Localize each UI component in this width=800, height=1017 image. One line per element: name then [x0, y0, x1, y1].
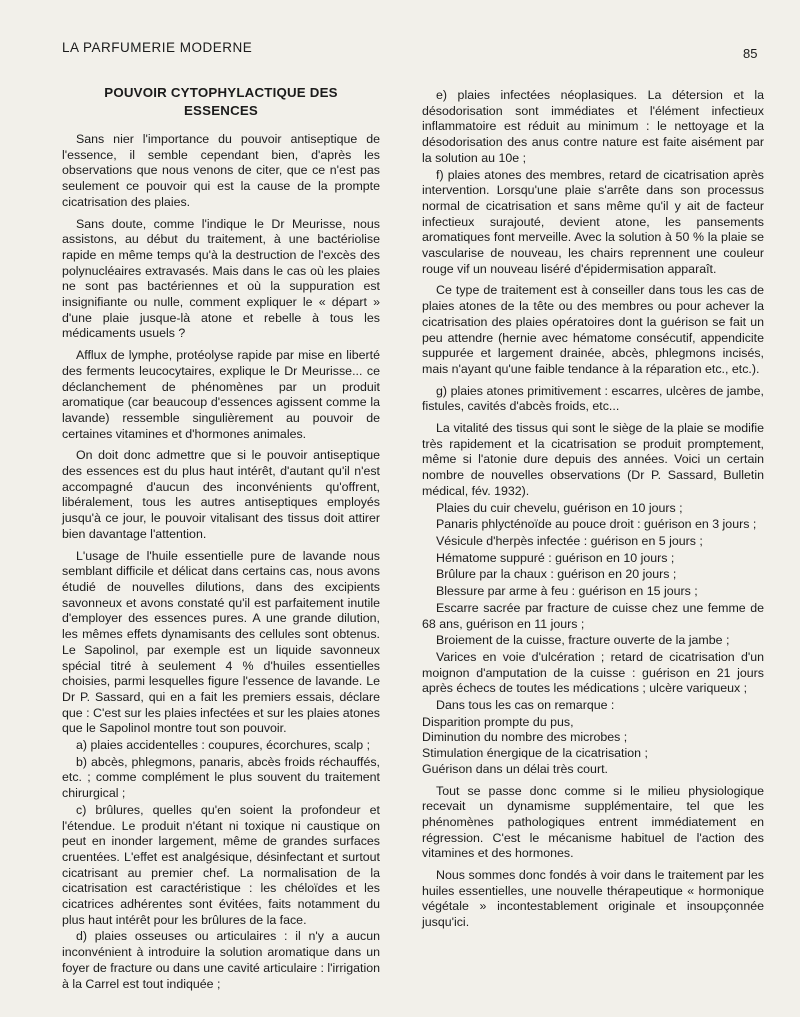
paragraph: Ce type de traitement est à conseiller dans tous les cas de plaies atones de la tête ou des membres ou pour achever la cicatrisation des plaies opératoires dont la guérison se fait un peu attendre (hernie avec hématome consécutif, appendicite suppurée et largement drainée, abcès, phlegmons incisés, mais n'ayant qu'une faible tendance à la réparation etc., etc.).	[422, 283, 764, 376]
observation-item: Broiement de la cuisse, fracture ouverte de la jambe ;	[436, 633, 730, 648]
remark-item: Diminution du nombre des microbes ;	[422, 730, 628, 745]
observation-item: Escarre sacrée par fracture de cuisse chez une femme de 68 ans, guérison en 11 jours ;	[422, 600, 764, 631]
list-item: e) plaies infectées néoplasiques. La détersion et la désodorisation sont immédiates et l'élément infectieux inflammatoire est réduit au minimum : le nettoyage et la désodorisation des anus contre nature est faite aisément par la solution au 10e ;	[422, 88, 764, 165]
page-number: 85	[743, 46, 758, 61]
paragraph: L'usage de l'huile essentielle pure de lavande nous semblant difficile et délicat dans certains cas, nous avons étudié de nouvelles dilutions, dans des excipients savonneux et avons constaté qu'il est parfaitement inutile d'employer des essences pures. A une grande dilution, les mêmes effets dynamisants des cellules sont obtenus. Le Sapolinol, par exemple est un liquide savonneux spécial titré à seulement 4 % d'huiles essentielles choisies, parmi lesquelles figure l'essence de lavande. Le Dr P. Sassard, qui en a fait les premiers essais, déclare que : C'est sur les plaies infectées et sur les plaies atones que le Sapolinol montre tout son pouvoir.	[62, 548, 380, 736]
list-item: c) brûlures, quelles qu'en soient la profondeur et l'étendue. Le produit n'étant ni toxique ni caustique on peut en inonder largement, même de grandes surfaces cruentées. L'effet est analgésique, désinfectant et surtout cicatrisant au premier chef. La normalisation de la cicatrisation est caractéristique : les chéloïdes et les cicatrices adhérentes sont évitées, faits notamment du plus haut intérêt pour les brûlures de la face.	[62, 802, 380, 927]
list-item: a) plaies accidentelles : coupures, écorchures, scalp ;	[76, 738, 371, 753]
paragraph: Sans nier l'importance du pouvoir antiseptique de l'essence, il semble cependant bien, d'après les observations que nous venons de citer, que ce n'est pas seulement ce pouvoir qui est la cause de la prompte cicatrisation des plaies.	[62, 132, 380, 209]
remark-item: Stimulation énergique de la cicatrisation ;	[422, 746, 648, 761]
observation-item: Brûlure par la chaux : guérison en 20 jours ;	[436, 567, 677, 582]
right-column	[422, 88, 764, 937]
paragraph: La vitalité des tissus qui sont le siège de la plaie se modifie très rapidement et la cicatrisation se produit promptement, même si l'atonie dure depuis des années. Voici un certain nombre de nouvelles observations (Dr P. Sassard, Bulletin médical, fév. 1932).	[422, 421, 764, 498]
article-title-line: POUVOIR CYTOPHYLACTIQUE DES	[104, 85, 338, 100]
paragraph: Afflux de lymphe, protéolyse rapide par mise en liberté des ferments leucocytaires, explique le Dr Meurisse... ce déclanchement de phénomènes par un produit aromatique (car beaucoup d'essences agissent comme la lavande) ressemble singulièrement au pouvoir de certaines vitamines et d'hormones animales.	[62, 348, 380, 441]
list-item: b) abcès, phlegmons, panaris, abcès froids réchauffés, etc. ; comme complément le plus souvent du traitement chirurgical ;	[62, 754, 380, 801]
remark-item: Disparition prompte du pus,	[422, 714, 574, 729]
observation-item: Hématome suppuré : guérison en 10 jours ;	[436, 550, 675, 565]
article-title	[62, 84, 380, 120]
left-column	[62, 84, 380, 993]
running-head: LA PARFUMERIE MODERNE	[62, 40, 253, 55]
paragraph: Dans tous les cas on remarque :	[436, 698, 615, 713]
paragraph: On doit donc admettre que si le pouvoir antiseptique des essences est du plus haut intérêt, d'autant qu'il n'est accompagné d'aucun des inconvénients qu'offrent, libéralement, tous les autres antiseptiques employés jusqu'à ce jour, le pouvoir vitalisant des tissus doit attirer bien davantage l'attention.	[62, 448, 380, 541]
list-item: f) plaies atones des membres, retard de cicatrisation après intervention. Lorsqu'une plaie s'arrête dans son processus normal de cicatrisation et sans même qu'il y ait de facteur infectieux surajouté, devient atone, les pansements aromatiques font merveille. Avec la solution à 50 % la plaie se vascularise de nouveau, les chairs reprennent une couleur rouge vif un nouveau liséré d'épidermisation apparaît.	[422, 167, 764, 276]
observation-item: Panaris phlycténoïde au pouce droit : guérison en 3 jours ;	[436, 517, 757, 532]
observation-item: Vésicule d'herpès infectée : guérison en 5 jours ;	[436, 533, 703, 548]
paragraph: Nous sommes donc fondés à voir dans le traitement par les huiles essentielles, une nouvelle thérapeutique « hormonique végétale » incontestablement originale et insoupçonnée jusqu'ici.	[422, 868, 764, 930]
paragraph: Sans doute, comme l'indique le Dr Meurisse, nous assistons, au début du traitement, à une bactériolise rapide en même temps qu'à la destruction de l'excès des polynucléaires extravasés. Mais dans le cas où les plaies ne sont pas bactériennes et où la suppuration est insignifiante ou nulle, comment expliquer le « départ » d'une plaie jusque-là atone et rebelle à tous les médicaments usuels ?	[62, 216, 380, 341]
list-item: g) plaies atones primitivement : escarres, ulcères de jambe, fistules, cavités d'abcès froids, etc...	[422, 383, 764, 414]
observation-item: Varices en voie d'ulcération ; retard de cicatrisation d'un moignon d'amputation de la cuisse : guérison en 21 jours après échecs de toutes les médications ; ulcère variqueux ;	[422, 649, 764, 696]
list-item: d) plaies osseuses ou articulaires : il n'y a aucun inconvénient à introduire la solution aromatique dans un foyer de fracture ou dans une cavité articulaire : l'irrigation à la Carrel est tout indiquée ;	[62, 929, 380, 991]
observation-item: Plaies du cuir chevelu, guérison en 10 jours ;	[436, 500, 683, 515]
observation-item: Blessure par arme à feu : guérison en 15 jours ;	[436, 584, 698, 599]
paragraph: Tout se passe donc comme si le milieu physiologique recevait un dynamisme supplémentaire, tel que les phénomènes pathologiques entrent immédiatement en régression. C'est le mécanisme habituel de l'action des vitamines et des hormones.	[422, 783, 764, 861]
remark-item: Guérison dans un délai très court.	[422, 761, 608, 776]
article-title-line: ESSENCES	[183, 103, 259, 118]
